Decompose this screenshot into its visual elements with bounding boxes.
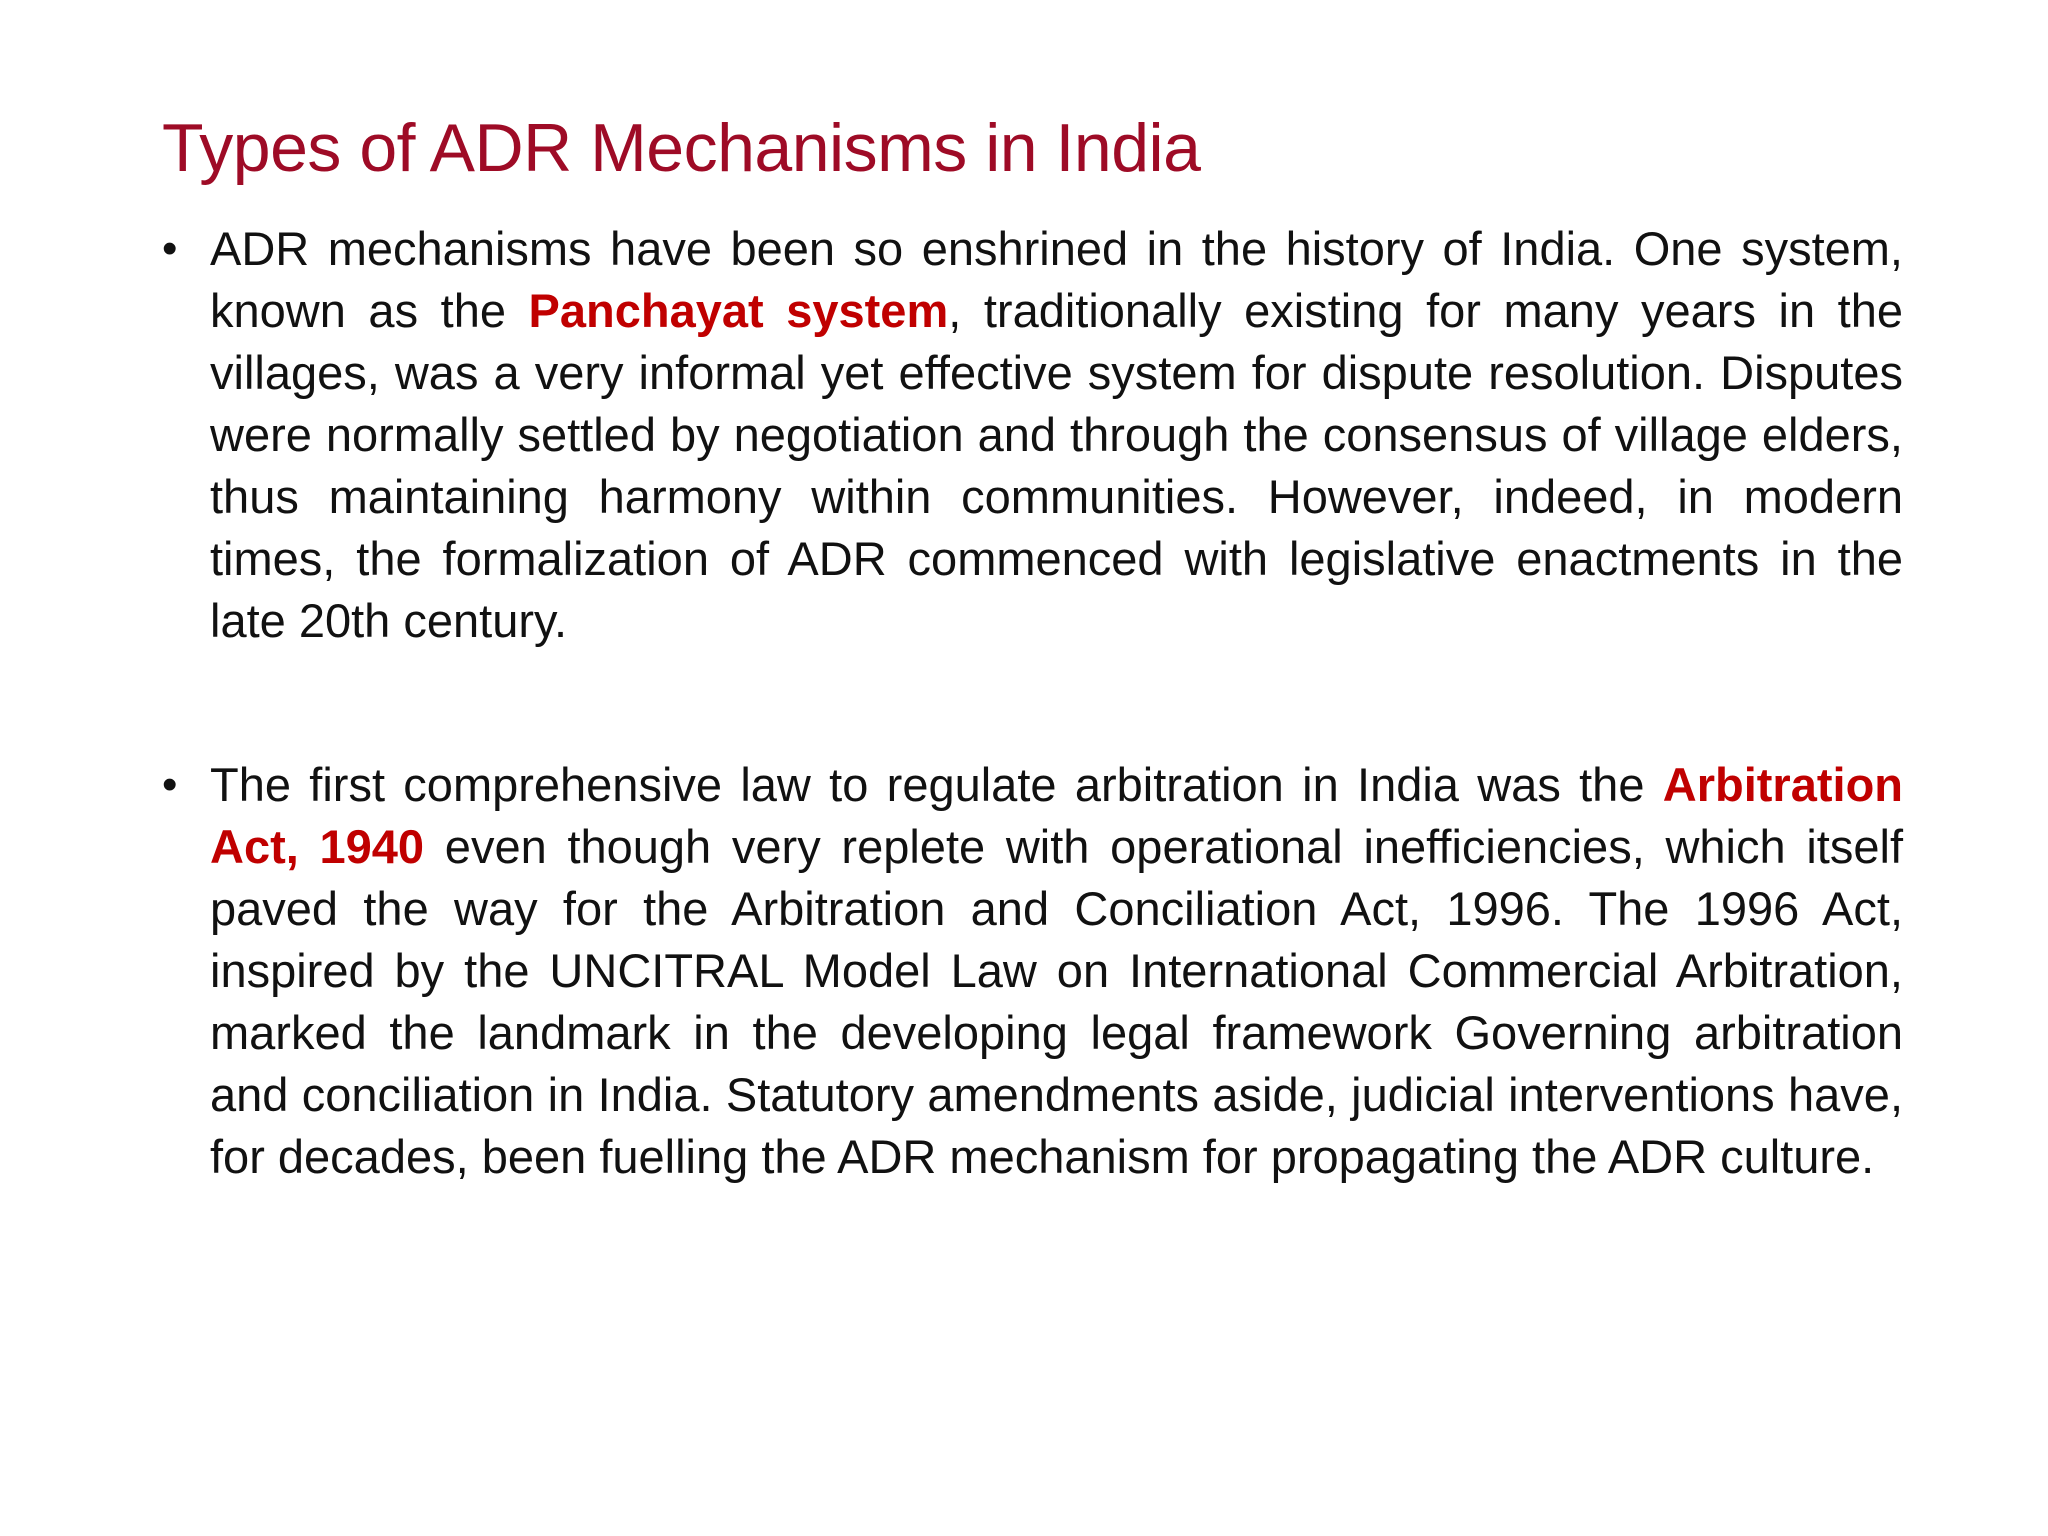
bullet-icon: • (162, 760, 178, 809)
bullet-text-after: even though very replete with operational inefficiencies, which itself paved the way for the Arbitration and Conciliation Act, 1996. The 1996 Act, inspired by the UNCITRAL Model Law on International Commercial Arbitration, marked the landmark in the developing legal framework Governing arbitration and conciliation in India. Statutory amendments aside, judicial interventions have, for decades, been fuelling the ADR mechanism for propagating the ADR culture. (210, 820, 1903, 1183)
bullet-text (210, 754, 1903, 1188)
bullet-text-before: The first comprehensive law to regulate arbitration in India was the (210, 758, 1663, 811)
highlight-term: Arbitration Act, 1940 (210, 758, 1903, 873)
bullet-item (162, 218, 1903, 652)
slide-title: Types of ADR Mechanisms in India (162, 110, 1201, 186)
bullet-icon: • (162, 224, 178, 273)
bullet-item (162, 754, 1903, 1188)
bullet-text-before: ADR mechanisms have been so enshrined in the history of India. One system, known as the (210, 222, 1903, 337)
bullet-text (210, 218, 1903, 652)
bullet-text-after: , traditionally existing for many years in the villages, was a very informal yet effective system for dispute resolution. Disputes were normally settled by negotiation and through the consensus of village elders, thus maintaining harmony within communities. However, indeed, in modern times, the formalization of ADR commenced with legislative enactments in the late 20th century. (210, 284, 1903, 647)
highlight-term: Panchayat system (528, 284, 949, 337)
